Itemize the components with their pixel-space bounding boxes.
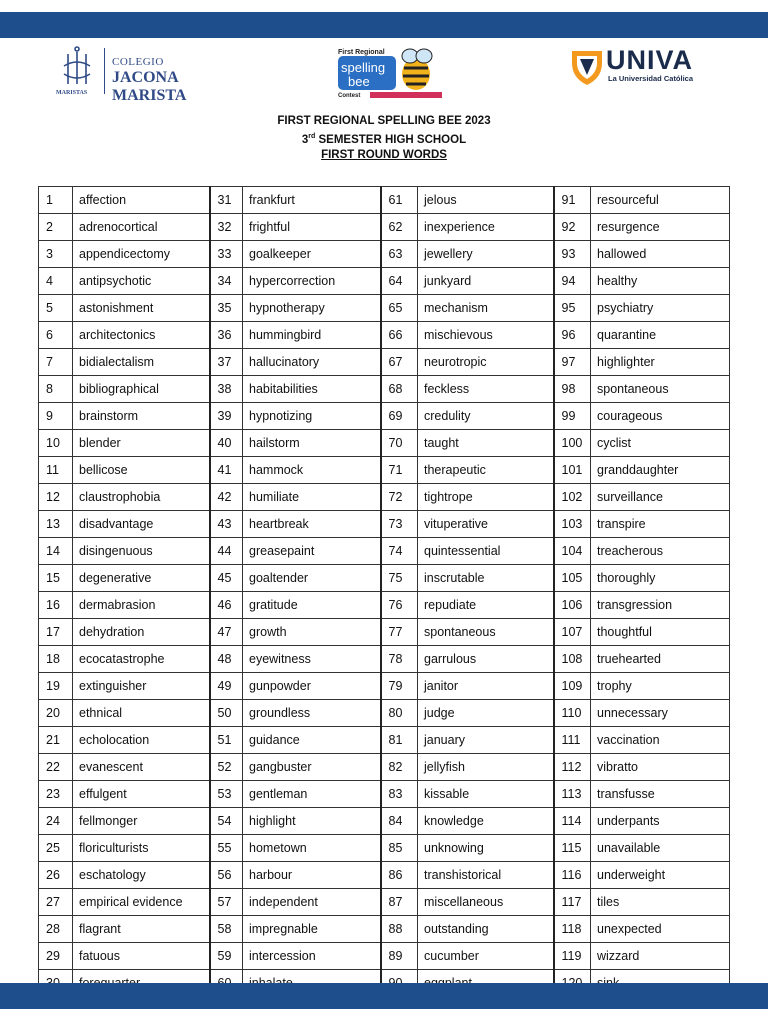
word-entry: brainstorm <box>73 403 210 430</box>
word-entry: fellmonger <box>73 808 210 835</box>
word-entry: tightrope <box>418 484 554 511</box>
word-number: 65 <box>381 295 418 322</box>
table-row <box>39 187 730 214</box>
word-entry: miscellaneous <box>418 889 554 916</box>
word-number: 39 <box>210 403 243 430</box>
word-number: 95 <box>554 295 591 322</box>
maristas-label: MARISTAS <box>56 90 88 96</box>
table-row <box>39 214 730 241</box>
word-number: 99 <box>554 403 591 430</box>
word-entry: inexperience <box>418 214 554 241</box>
table-row <box>39 538 730 565</box>
word-number: 112 <box>554 754 591 781</box>
word-entry: greasepaint <box>243 538 381 565</box>
word-entry: bibliographical <box>73 376 210 403</box>
word-entry: unexpected <box>591 916 730 943</box>
word-entry: adrenocortical <box>73 214 210 241</box>
table-row <box>39 889 730 916</box>
word-number: 61 <box>381 187 418 214</box>
univa-tagline: La Universidad Católica <box>608 74 694 83</box>
word-number: 59 <box>210 943 243 970</box>
word-entry: extinguisher <box>73 673 210 700</box>
word-number: 44 <box>210 538 243 565</box>
word-number: 4 <box>39 268 73 295</box>
word-entry: kissable <box>418 781 554 808</box>
word-number: 96 <box>554 322 591 349</box>
univa-logo <box>570 45 720 88</box>
word-number: 81 <box>381 727 418 754</box>
table-row <box>39 241 730 268</box>
word-entry: claustrophobia <box>73 484 210 511</box>
word-entry: independent <box>243 889 381 916</box>
word-entry: groundless <box>243 700 381 727</box>
word-number: 16 <box>39 592 73 619</box>
word-entry: quintessential <box>418 538 554 565</box>
word-entry: hallowed <box>591 241 730 268</box>
word-number: 109 <box>554 673 591 700</box>
semester-number: 3 <box>301 133 309 146</box>
word-number: 55 <box>210 835 243 862</box>
word-number: 19 <box>39 673 73 700</box>
word-number: 9 <box>39 403 73 430</box>
word-entry: trophy <box>591 673 730 700</box>
word-entry: taught <box>418 430 554 457</box>
word-number: 47 <box>210 619 243 646</box>
spelling-bee-contest-text: Contest <box>338 93 361 99</box>
word-number: 27 <box>39 889 73 916</box>
word-entry: judge <box>418 700 554 727</box>
word-number: 37 <box>210 349 243 376</box>
word-entry: granddaughter <box>591 457 730 484</box>
table-row <box>39 592 730 619</box>
table-row <box>39 700 730 727</box>
table-row <box>39 484 730 511</box>
word-entry: jewellery <box>418 241 554 268</box>
word-entry: goaltender <box>243 565 381 592</box>
word-number: 41 <box>210 457 243 484</box>
word-entry: healthy <box>591 268 730 295</box>
table-row <box>39 403 730 430</box>
table-row <box>39 349 730 376</box>
word-entry: eschatology <box>73 862 210 889</box>
word-number: 70 <box>381 430 418 457</box>
word-entry: ecocatastrophe <box>73 646 210 673</box>
word-number: 105 <box>554 565 591 592</box>
word-entry: surveillance <box>591 484 730 511</box>
word-number: 1 <box>39 187 73 214</box>
table-row <box>39 646 730 673</box>
semester-title <box>0 129 768 148</box>
table-row <box>39 619 730 646</box>
table-row <box>39 457 730 484</box>
word-number: 29 <box>39 943 73 970</box>
word-entry: repudiate <box>418 592 554 619</box>
table-row <box>39 835 730 862</box>
word-number: 108 <box>554 646 591 673</box>
word-number: 110 <box>554 700 591 727</box>
word-entry: january <box>418 727 554 754</box>
table-row <box>39 862 730 889</box>
word-number: 49 <box>210 673 243 700</box>
word-number: 28 <box>39 916 73 943</box>
word-number: 114 <box>554 808 591 835</box>
table-row <box>39 943 730 970</box>
word-number: 8 <box>39 376 73 403</box>
word-number: 88 <box>381 916 418 943</box>
word-entry: fatuous <box>73 943 210 970</box>
word-entry: appendicectomy <box>73 241 210 268</box>
word-entry: hummingbird <box>243 322 381 349</box>
word-number: 63 <box>381 241 418 268</box>
word-number: 46 <box>210 592 243 619</box>
word-entry: transfusse <box>591 781 730 808</box>
word-entry: vaccination <box>591 727 730 754</box>
word-number: 10 <box>39 430 73 457</box>
word-number: 83 <box>381 781 418 808</box>
word-number: 14 <box>39 538 73 565</box>
word-entry: unknowing <box>418 835 554 862</box>
word-entry: credulity <box>418 403 554 430</box>
word-entry: frankfurt <box>243 187 381 214</box>
word-number: 17 <box>39 619 73 646</box>
word-entry: hometown <box>243 835 381 862</box>
word-number: 43 <box>210 511 243 538</box>
word-number: 48 <box>210 646 243 673</box>
word-number: 52 <box>210 754 243 781</box>
word-entry: outstanding <box>418 916 554 943</box>
word-number: 25 <box>39 835 73 862</box>
word-entry: resourceful <box>591 187 730 214</box>
word-entry: hypercorrection <box>243 268 381 295</box>
word-number: 91 <box>554 187 591 214</box>
word-number: 71 <box>381 457 418 484</box>
word-entry: gratitude <box>243 592 381 619</box>
table-row <box>39 268 730 295</box>
word-entry: evanescent <box>73 754 210 781</box>
word-number: 2 <box>39 214 73 241</box>
spelling-bee-word1: spelling <box>341 60 386 75</box>
word-entry: flagrant <box>73 916 210 943</box>
word-entry: echolocation <box>73 727 210 754</box>
word-entry: feckless <box>418 376 554 403</box>
word-entry: psychiatry <box>591 295 730 322</box>
word-number: 31 <box>210 187 243 214</box>
word-entry: frightful <box>243 214 381 241</box>
word-number: 79 <box>381 673 418 700</box>
word-entry: eyewitness <box>243 646 381 673</box>
word-number: 66 <box>381 322 418 349</box>
word-entry: janitor <box>418 673 554 700</box>
word-number: 58 <box>210 916 243 943</box>
word-number: 104 <box>554 538 591 565</box>
colegio-jacona-marista-logo <box>54 44 254 104</box>
word-number: 119 <box>554 943 591 970</box>
word-entry: wizzard <box>591 943 730 970</box>
round-title: FIRST ROUND WORDS <box>321 148 447 161</box>
word-number: 74 <box>381 538 418 565</box>
word-entry: guidance <box>243 727 381 754</box>
word-entry: disadvantage <box>73 511 210 538</box>
word-entry: transhistorical <box>418 862 554 889</box>
word-number: 15 <box>39 565 73 592</box>
word-entry: vituperative <box>418 511 554 538</box>
word-entry: astonishment <box>73 295 210 322</box>
word-entry: impregnable <box>243 916 381 943</box>
word-number: 84 <box>381 808 418 835</box>
word-number: 7 <box>39 349 73 376</box>
word-number: 115 <box>554 835 591 862</box>
word-entry: courageous <box>591 403 730 430</box>
word-entry: transgression <box>591 592 730 619</box>
table-row <box>39 511 730 538</box>
word-number: 11 <box>39 457 73 484</box>
univa-name: UNIVA <box>606 45 694 75</box>
word-entry: architectonics <box>73 322 210 349</box>
word-number: 24 <box>39 808 73 835</box>
word-entry: treacherous <box>591 538 730 565</box>
word-number: 54 <box>210 808 243 835</box>
logo-divider <box>104 48 105 94</box>
word-number: 40 <box>210 430 243 457</box>
word-entry: degenerative <box>73 565 210 592</box>
word-entry: gunpowder <box>243 673 381 700</box>
word-number: 56 <box>210 862 243 889</box>
word-number: 111 <box>554 727 591 754</box>
word-entry: jellyfish <box>418 754 554 781</box>
word-number: 118 <box>554 916 591 943</box>
word-number: 3 <box>39 241 73 268</box>
word-number: 33 <box>210 241 243 268</box>
word-entry: truehearted <box>591 646 730 673</box>
word-number: 23 <box>39 781 73 808</box>
word-number: 93 <box>554 241 591 268</box>
semester-text: SEMESTER HIGH SCHOOL <box>315 133 467 146</box>
word-number: 12 <box>39 484 73 511</box>
word-number: 75 <box>381 565 418 592</box>
table-row <box>39 322 730 349</box>
spelling-bee-contest-logo <box>336 44 444 100</box>
document-titles <box>0 114 768 163</box>
word-number: 67 <box>381 349 418 376</box>
word-entry: hammock <box>243 457 381 484</box>
word-entry: hypnotizing <box>243 403 381 430</box>
word-entry: goalkeeper <box>243 241 381 268</box>
word-number: 97 <box>554 349 591 376</box>
word-number: 20 <box>39 700 73 727</box>
word-entry: bellicose <box>73 457 210 484</box>
word-entry: disingenuous <box>73 538 210 565</box>
contest-title: FIRST REGIONAL SPELLING BEE 2023 <box>277 115 491 127</box>
word-number: 106 <box>554 592 591 619</box>
table-row <box>39 754 730 781</box>
table-row <box>39 727 730 754</box>
word-entry: highlighter <box>591 349 730 376</box>
word-entry: dehydration <box>73 619 210 646</box>
word-number: 87 <box>381 889 418 916</box>
word-number: 57 <box>210 889 243 916</box>
word-number: 6 <box>39 322 73 349</box>
word-entry: antipsychotic <box>73 268 210 295</box>
word-number: 103 <box>554 511 591 538</box>
word-number: 18 <box>39 646 73 673</box>
table-row <box>39 430 730 457</box>
word-entry: heartbreak <box>243 511 381 538</box>
word-number: 101 <box>554 457 591 484</box>
word-number: 102 <box>554 484 591 511</box>
word-number: 76 <box>381 592 418 619</box>
table-row <box>39 376 730 403</box>
word-entry: hailstorm <box>243 430 381 457</box>
word-number: 26 <box>39 862 73 889</box>
word-entry: transpire <box>591 511 730 538</box>
word-entry: therapeutic <box>418 457 554 484</box>
table-row <box>39 565 730 592</box>
word-entry: resurgence <box>591 214 730 241</box>
table-row <box>39 808 730 835</box>
word-entry: ethnical <box>73 700 210 727</box>
word-entry: effulgent <box>73 781 210 808</box>
jacona-marista-label: JACONA MARISTA <box>112 69 187 104</box>
word-entry: thoroughly <box>591 565 730 592</box>
word-number: 34 <box>210 268 243 295</box>
word-entry: cyclist <box>591 430 730 457</box>
word-number: 72 <box>381 484 418 511</box>
word-number: 113 <box>554 781 591 808</box>
word-entry: garrulous <box>418 646 554 673</box>
word-entry: spontaneous <box>418 619 554 646</box>
colegio-label: COLEGIO <box>112 56 164 68</box>
word-number: 42 <box>210 484 243 511</box>
word-entry: spontaneous <box>591 376 730 403</box>
word-number: 35 <box>210 295 243 322</box>
word-number: 116 <box>554 862 591 889</box>
table-row <box>39 916 730 943</box>
word-entry: highlight <box>243 808 381 835</box>
word-number: 86 <box>381 862 418 889</box>
word-number: 78 <box>381 646 418 673</box>
word-entry: junkyard <box>418 268 554 295</box>
semester-ordinal: rd <box>308 133 316 140</box>
word-number: 92 <box>554 214 591 241</box>
word-entry: quarantine <box>591 322 730 349</box>
word-number: 85 <box>381 835 418 862</box>
spelling-bee-word2: bee <box>348 74 370 89</box>
word-number: 82 <box>381 754 418 781</box>
word-entry: unnecessary <box>591 700 730 727</box>
word-number: 50 <box>210 700 243 727</box>
word-entry: gentleman <box>243 781 381 808</box>
word-entry: empirical evidence <box>73 889 210 916</box>
word-entry: mechanism <box>418 295 554 322</box>
word-entry: underweight <box>591 862 730 889</box>
word-entry: affection <box>73 187 210 214</box>
word-entry: neurotropic <box>418 349 554 376</box>
word-number: 69 <box>381 403 418 430</box>
word-entry: blender <box>73 430 210 457</box>
word-entry: growth <box>243 619 381 646</box>
word-number: 38 <box>210 376 243 403</box>
word-entry: intercession <box>243 943 381 970</box>
word-number: 73 <box>381 511 418 538</box>
word-number: 77 <box>381 619 418 646</box>
word-entry: hypnotherapy <box>243 295 381 322</box>
word-entry: floriculturists <box>73 835 210 862</box>
bottom-banner <box>0 983 768 1009</box>
word-number: 94 <box>554 268 591 295</box>
table-row <box>39 673 730 700</box>
univa-shield-icon <box>570 48 604 86</box>
word-entry: underpants <box>591 808 730 835</box>
word-entry: thoughtful <box>591 619 730 646</box>
word-entry: dermabrasion <box>73 592 210 619</box>
word-number: 22 <box>39 754 73 781</box>
word-entry: bidialectalism <box>73 349 210 376</box>
word-entry: mischievous <box>418 322 554 349</box>
word-number: 51 <box>210 727 243 754</box>
word-number: 98 <box>554 376 591 403</box>
word-number: 53 <box>210 781 243 808</box>
top-banner <box>0 12 768 38</box>
word-number: 117 <box>554 889 591 916</box>
word-number: 100 <box>554 430 591 457</box>
word-list-table <box>38 186 730 997</box>
word-number: 21 <box>39 727 73 754</box>
table-row <box>39 781 730 808</box>
word-number: 62 <box>381 214 418 241</box>
word-number: 107 <box>554 619 591 646</box>
word-entry: jelous <box>418 187 554 214</box>
word-entry: vibratto <box>591 754 730 781</box>
word-number: 80 <box>381 700 418 727</box>
word-number: 89 <box>381 943 418 970</box>
spelling-bee-top-text: First Regional <box>338 49 385 56</box>
word-entry: gangbuster <box>243 754 381 781</box>
word-number: 64 <box>381 268 418 295</box>
word-entry: tiles <box>591 889 730 916</box>
word-entry: hallucinatory <box>243 349 381 376</box>
word-number: 13 <box>39 511 73 538</box>
word-number: 45 <box>210 565 243 592</box>
word-entry: humiliate <box>243 484 381 511</box>
word-entry: cucumber <box>418 943 554 970</box>
word-entry: knowledge <box>418 808 554 835</box>
word-number: 32 <box>210 214 243 241</box>
word-entry: harbour <box>243 862 381 889</box>
word-entry: habitabilities <box>243 376 381 403</box>
word-number: 68 <box>381 376 418 403</box>
word-number: 36 <box>210 322 243 349</box>
table-row <box>39 295 730 322</box>
word-entry: inscrutable <box>418 565 554 592</box>
word-entry: unavailable <box>591 835 730 862</box>
word-number: 5 <box>39 295 73 322</box>
